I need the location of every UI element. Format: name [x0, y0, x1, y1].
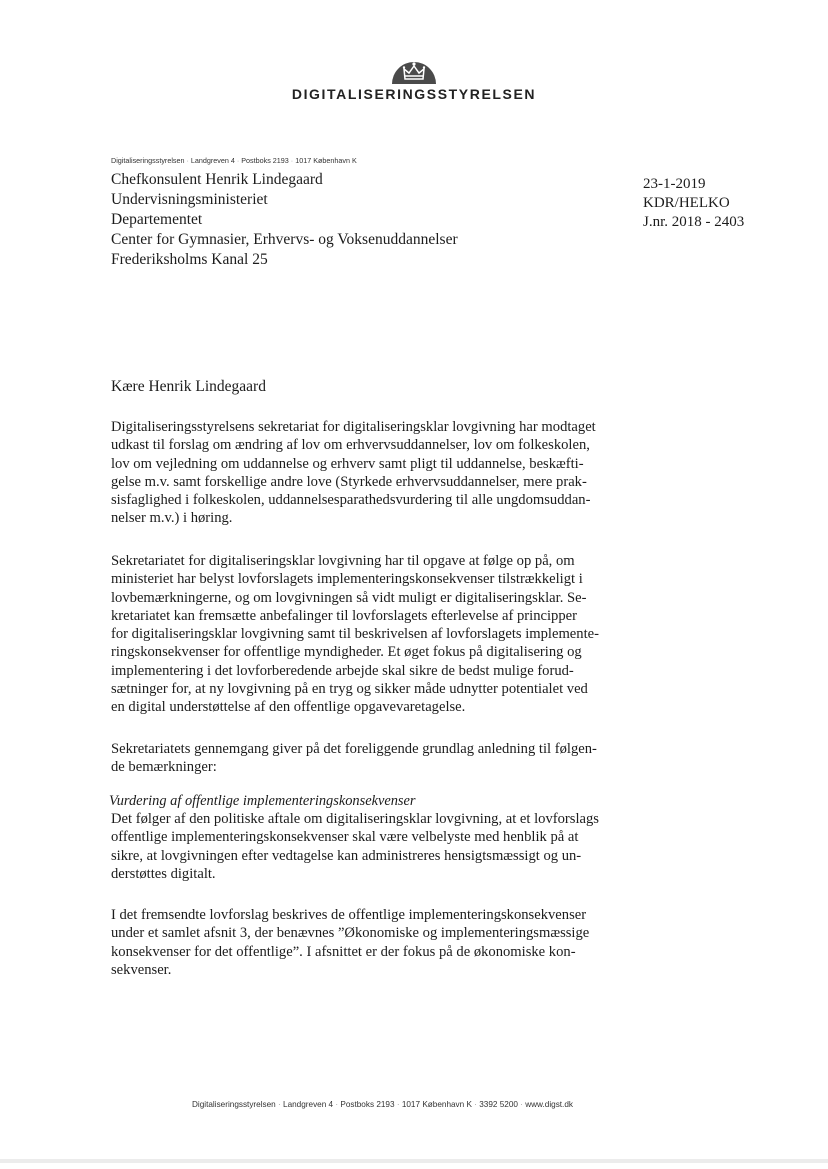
footer-phone: 3392 5200	[479, 1100, 518, 1109]
footer-city: 1017 København K	[401, 1100, 472, 1109]
paragraph-bill-description	[111, 906, 631, 979]
agency-logo	[0, 52, 828, 86]
text-line: under et samlet afsnit 3, der benævnes ”Økonomiske og implementeringsmæssige	[111, 925, 590, 942]
greeting: Kære Henrik Lindegaard	[111, 378, 266, 395]
text-line: sisfaglighed i folkeskolen, uddannelsesparathedsvurdering til alle ungdomsuddan-	[111, 492, 591, 509]
text-line: implementering i det lovforberedende arbejde skal sikre de bedst mulige forud-	[111, 662, 574, 679]
recipient-address	[111, 170, 458, 270]
text-line: nelser m.v.) i høring.	[111, 510, 233, 527]
text-line: for digitaliseringsklar lovgivning samt til beskrivelsen af lovforslagets implemente-	[111, 626, 599, 643]
text-line: konsekvenser for det offentlige”. I afsnittet er der fokus på de økonomiske kon-	[111, 943, 576, 960]
text-line: en digital understøttelse af den offentlige opgavevaretagelse.	[111, 699, 466, 716]
paragraph-intro	[111, 418, 631, 528]
text-line: ringskonsekvenser for offentlige myndigheder. Et øget fokus på digitalisering og	[111, 644, 582, 661]
footer-website-link[interactable]: www.digst.dk	[525, 1100, 573, 1109]
sender-street: Landgreven 4	[190, 156, 235, 165]
journal-number: J.nr. 2018 - 2403	[643, 214, 745, 230]
text-line: sekvenser.	[111, 961, 172, 978]
text-line: kretariatet kan fremsætte anbefalinger til lovforslagets efterlevelse af principper	[111, 607, 577, 624]
sender-city: 1017 København K	[295, 156, 357, 165]
footer-contact-line: Digitaliseringsstyrelsen · Landgreven 4 · Postboks 2193 · 1017 København K · 3392 5200 · www.digst.dk	[192, 1100, 573, 1109]
scan-edge-divider	[0, 1159, 828, 1163]
recipient-ministry: Undervisningsministeriet	[111, 191, 268, 208]
text-line: Sekretariatets gennemgang giver på det foreliggende grundlag anledning til følgen-	[111, 741, 597, 757]
section-heading: Vurdering af offentlige implementeringskonsekvenser	[109, 793, 416, 809]
recipient-name: Chefkonsulent Henrik Lindegaard	[111, 171, 323, 188]
text-line: udkast til forslag om ændring af lov om erhvervsuddannelser, lov om folkeskolen,	[111, 437, 590, 454]
text-line: lovbemærkningerne, og om lovgivningen så vidt muligt er digitaliseringsklar. Se-	[111, 589, 587, 606]
letter-meta	[643, 175, 744, 232]
text-line: gelse m.v. samt forskellige andre love (Styrkede erhvervsuddannelser, mere prak-	[111, 473, 587, 490]
text-line: derstøttes digitalt.	[111, 865, 216, 882]
footer-agency: Digitaliseringsstyrelsen	[192, 1100, 276, 1109]
text-line: Sekretariatet for digitaliseringsklar lovgivning har til opgave at følge op på, om	[111, 553, 575, 569]
agency-name: DIGITALISERINGSSTYRELSEN	[291, 86, 537, 102]
recipient-department: Departementet	[111, 211, 203, 228]
paragraph-secretariat	[111, 552, 631, 717]
text-line: Det følger af den politiske aftale om digitaliseringsklar lovgivning, at et lovforslags	[111, 811, 599, 827]
footer-po-box: Postboks 2193	[340, 1100, 395, 1109]
sender-po-box: Postboks 2193	[241, 156, 289, 165]
paragraph-review	[111, 740, 631, 777]
sender-name: Digitaliseringsstyrelsen	[111, 156, 185, 165]
text-line: I det fremsendte lovforslag beskrives de offentlige implementeringskonsekvenser	[111, 907, 587, 923]
text-line: ministeriet har belyst lovforslagets implementeringskonsekvenser tilstrækkeligt i	[111, 571, 583, 588]
recipient-street: Frederiksholms Kanal 25	[111, 251, 268, 268]
text-line: offentlige implementeringskonsekvenser skal være velbelyste med henblik på at	[111, 829, 579, 846]
text-line: Digitaliseringsstyrelsens sekretariat for digitaliseringsklar lovgivning har modtaget	[111, 419, 596, 435]
text-line: lov om vejledning om uddannelse og erhverv samt pligt til uddannelse, beskæfti-	[111, 455, 584, 472]
footer-street: Landgreven 4	[283, 1100, 334, 1109]
sender-address-line: Digitaliseringsstyrelsen · Landgreven 4 · Postboks 2193 · 1017 København K	[111, 156, 357, 165]
text-line: sætninger for, at ny lovgivning på en tryg og sikker måde udnytter potentialet ved	[111, 681, 588, 698]
paragraph-political-agreement	[111, 810, 631, 883]
text-line: de bemærkninger:	[111, 759, 217, 776]
crown-icon	[390, 52, 438, 86]
letter-initials: KDR/HELKO	[643, 195, 730, 211]
recipient-center: Center for Gymnasier, Erhvervs- og Voksenuddannelser	[111, 231, 458, 248]
text-line: sikre, at lovgivningen efter vedtagelse kan administreres hensigtsmæssigt og un-	[111, 847, 582, 864]
letter-date: 23-1-2019	[643, 176, 706, 192]
